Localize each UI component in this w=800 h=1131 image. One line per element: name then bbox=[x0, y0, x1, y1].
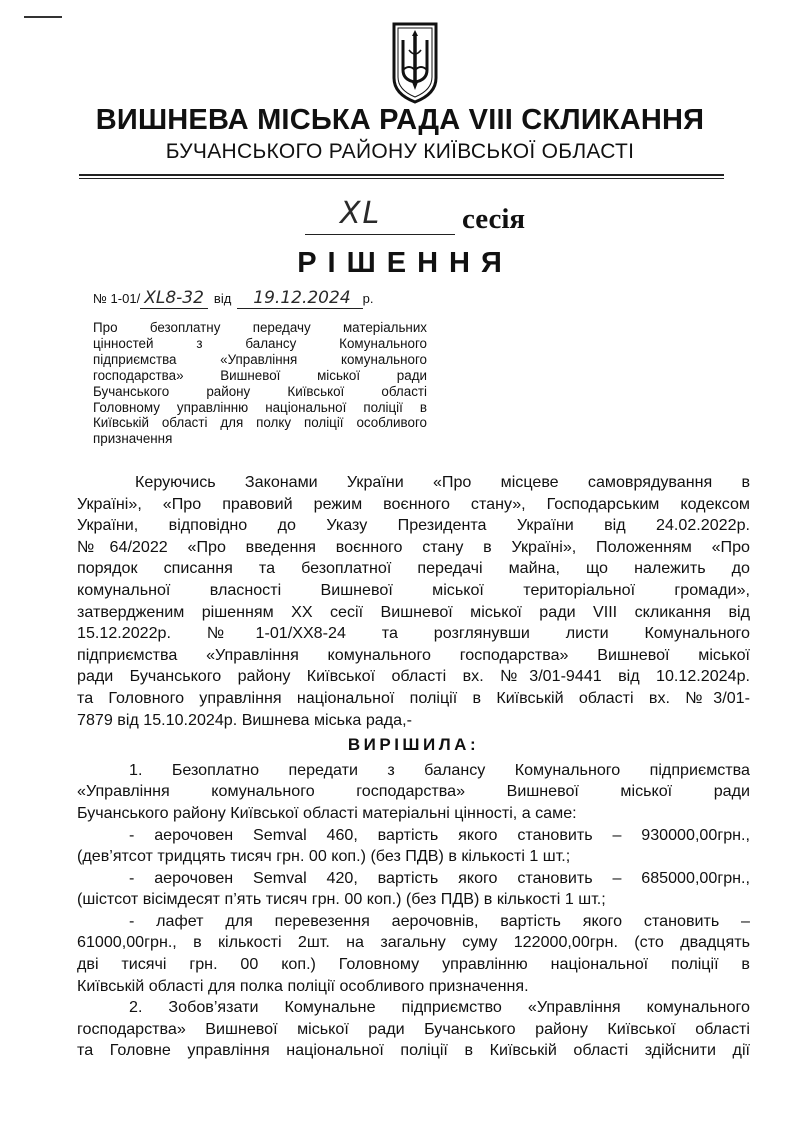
preamble-line: підприємства «Управління комунального господарства» Вишневої міської bbox=[77, 645, 750, 664]
preamble bbox=[77, 472, 750, 731]
subject-line: призначення bbox=[93, 431, 173, 447]
decision-subject bbox=[93, 320, 427, 447]
item-1-line: «Управління комунального господарства» Вишневої міської ради bbox=[77, 782, 750, 801]
item-1-line: Бучанського району Київської області матеріальні цінності, а саме: bbox=[77, 803, 577, 822]
preamble-line: комунальної власності Вишневої міської територіальної громади», bbox=[77, 580, 750, 599]
item-1-line: Київській області для полка поліції особливого призначення. bbox=[77, 976, 529, 995]
council-title: ВИШНЕВА МІСЬКА РАДА VIII СКЛИКАННЯ bbox=[95, 104, 705, 136]
item-1-line: дві тисячі грн. 00 коп.) Головному управлінню національної поліції в bbox=[77, 955, 750, 974]
item-1-line: 1. Безоплатно передати з балансу Комунального підприємства bbox=[129, 760, 750, 779]
item-1-line: - аерочовен Semval 460, вартість якого становить – 930000,00грн., bbox=[129, 825, 750, 844]
subject-line: цінностей з балансу Комунального bbox=[93, 335, 427, 351]
item-2 bbox=[77, 997, 750, 1062]
item-1-line: (шістсот вісімдесят п’ять тисяч грн. 00 коп.) (без ПДВ) в кількості 1 шт.; bbox=[77, 890, 606, 909]
item-1-line: (дев’ятсот тридцять тисяч грн. 00 коп.) (без ПДВ) в кількості 1 шт.; bbox=[77, 847, 571, 866]
preamble-line: Керуючись Законами України «Про місцеве самоврядування в bbox=[135, 473, 750, 491]
decision-date-prefix: від bbox=[213, 291, 232, 306]
header-rule-thin bbox=[79, 178, 724, 179]
item-1-line: 61000,00грн., в кількості 2шт. на загальну суму 122000,00грн. (сто двадцять bbox=[77, 933, 750, 952]
subject-line: Бучанського району Київської області bbox=[93, 383, 427, 399]
decision-number-handwritten: XL8-32 bbox=[140, 288, 208, 309]
subject-line: Київській області для полку поліції особливого bbox=[93, 415, 427, 431]
decision-number-row bbox=[93, 288, 373, 309]
subject-line: Про безоплатну передачу матеріальних bbox=[93, 320, 427, 335]
preamble-line: №64/2022 «Про введення воєнного стану в Україні», Положенням «Про bbox=[77, 537, 750, 556]
item-2-line: господарства» Вишневої міської ради Бучанського району Київської області bbox=[77, 1019, 750, 1038]
council-subtitle: БУЧАНСЬКОГО РАЙОНУ КИЇВСЬКОЇ ОБЛАСТІ bbox=[165, 140, 635, 163]
session-underline bbox=[305, 234, 455, 235]
document-body bbox=[77, 472, 750, 1062]
corner-mark bbox=[24, 16, 62, 18]
preamble-line: та Головного управління національної поліції в Київській області вх. №3/01- bbox=[77, 688, 750, 707]
session-number-handwritten: XL bbox=[340, 196, 382, 231]
preamble-line: 7879 від 15.10.2024р. Вишнева міська рада,- bbox=[77, 710, 412, 729]
decision-date-handwritten: 19.12.2024 bbox=[237, 288, 362, 309]
preamble-line: Україні», «Про правовий режим воєнного стану», Господарським кодексом bbox=[77, 494, 750, 513]
subject-line: Головному управлінню національної поліції в bbox=[93, 399, 427, 415]
decision-number-prefix: № 1-01/ bbox=[93, 291, 141, 306]
trident-emblem-icon bbox=[390, 20, 440, 104]
subject-line: підприємства «Управління комунального bbox=[93, 351, 427, 367]
item-2-line: та Головне управління національної поліції в Київській області здійснити дії bbox=[77, 1041, 750, 1060]
item-2-line: 2. Зобов’язати Комунальне підприємство «Управління комунального bbox=[129, 998, 750, 1017]
resolved-heading: ВИРІШИЛА: bbox=[347, 735, 480, 755]
preamble-line: затвердженим рішенням ХХ сесії Вишневої міської ради VIII скликання від bbox=[77, 602, 750, 621]
item-1-line: - лафет для перевезення аерочовнів, вартість якого становить – bbox=[129, 911, 750, 930]
decision-title: РІШЕННЯ bbox=[297, 247, 513, 279]
preamble-line: ради Бучанського району Київської області вх. №3/01-9441 від 10.12.2024р. bbox=[77, 667, 750, 686]
preamble-line: України, відповідно до Указу Президента України від 24.02.2022р. bbox=[77, 516, 750, 535]
item-1 bbox=[77, 760, 750, 998]
session-label: сесія bbox=[462, 203, 526, 235]
decision-date-suffix: р. bbox=[362, 291, 374, 306]
header-rule-thick bbox=[79, 174, 724, 176]
subject-line: господарства» Вишневої міської ради bbox=[93, 367, 427, 383]
preamble-line: порядок списання та безоплатної передачі майна, що належить до bbox=[77, 559, 750, 578]
item-1-line: - аерочовен Semval 420, вартість якого становить – 685000,00грн., bbox=[129, 868, 750, 887]
preamble-line: 15.12.2022р. №1-01/ХХ8-24 та розглянувши листи Комунального bbox=[77, 624, 750, 643]
